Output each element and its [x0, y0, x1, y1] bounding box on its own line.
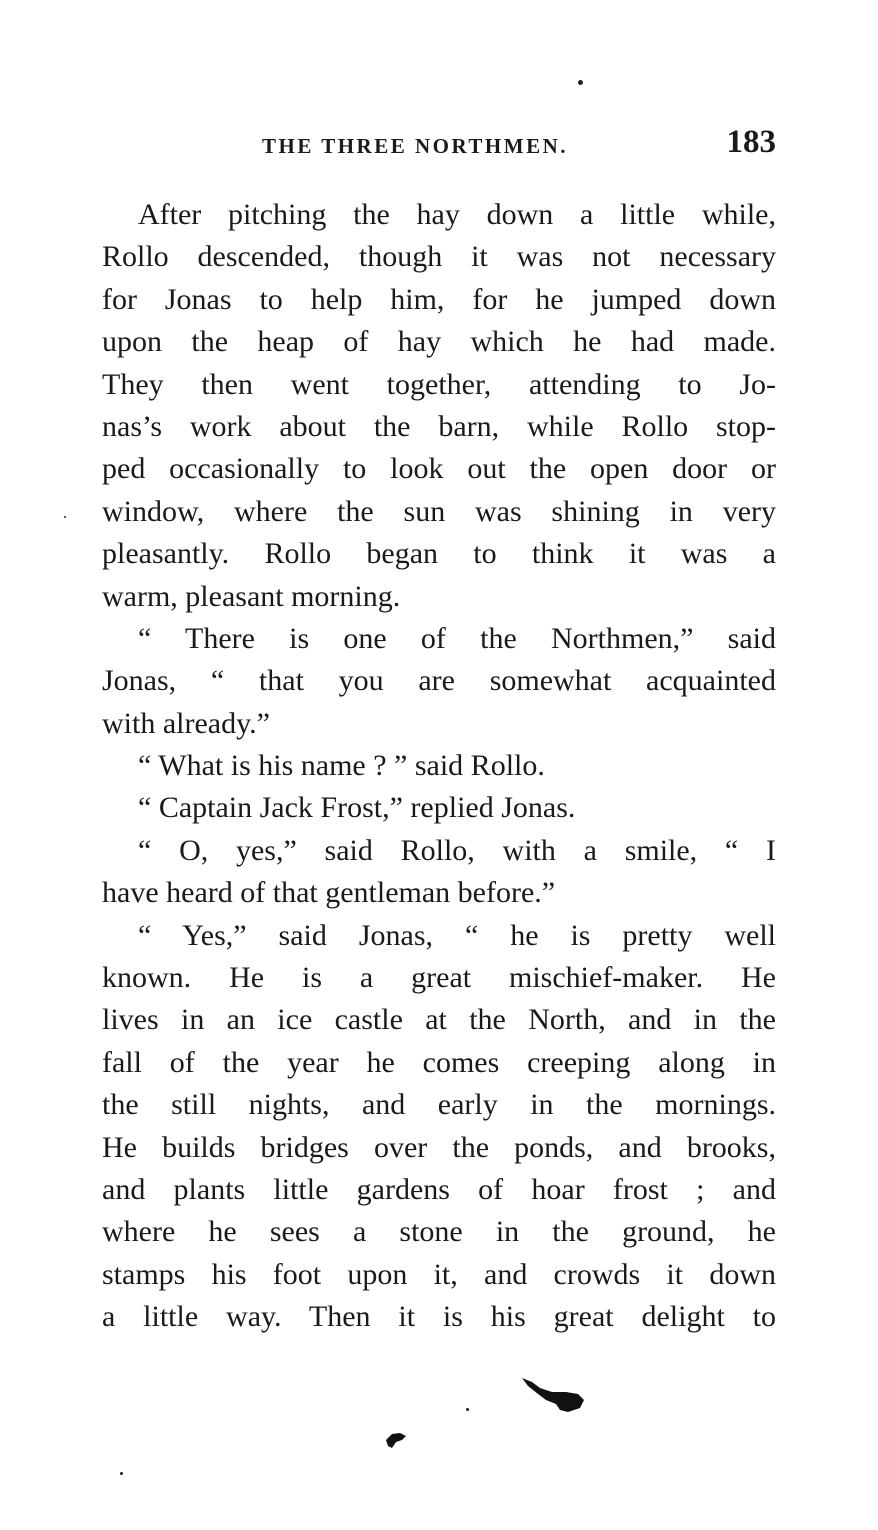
text-line: for Jonas to help him, for he jumped down	[102, 282, 776, 316]
text-line: “ O, yes,” said Rollo, with a smile, “ I	[138, 833, 776, 867]
text-line: Jonas, “ that you are somewhat acquainted	[102, 664, 776, 698]
text-line: “ Captain Jack Frost,” replied Jonas.	[138, 791, 576, 825]
speck-mark	[578, 80, 583, 85]
speck-mark	[120, 1472, 123, 1475]
running-head	[102, 124, 776, 168]
speck-mark	[64, 516, 66, 518]
text-line: ped occasionally to look out the open door or	[102, 452, 776, 486]
text-line: and plants little gardens of hoar frost ; and	[102, 1172, 776, 1206]
text-line: known. He is a great mischief-maker. He	[102, 961, 776, 995]
text-line: upon the heap of hay which he had made.	[102, 325, 776, 359]
text-line: “ There is one of the Northmen,” said	[138, 621, 776, 655]
running-title: THE THREE NORTHMEN.	[262, 134, 569, 158]
text-line: have heard of that gentleman before.”	[102, 876, 556, 910]
text-line: pleasantly. Rollo began to think it was a	[102, 537, 776, 571]
text-line: Rollo descended, though it was not necessary	[102, 240, 776, 274]
text-line: warm, pleasant morning.	[102, 579, 401, 613]
body-text	[102, 194, 776, 1339]
text-line: “ What is his name ? ” said Rollo.	[138, 749, 545, 783]
speck-mark	[466, 1408, 469, 1411]
text-line: window, where the sun was shining in very	[102, 494, 776, 528]
text-line: “ Yes,” said Jonas, “ he is pretty well	[138, 918, 776, 952]
text-line: a little way. Then it is his great delight to	[102, 1300, 776, 1334]
text-line: He builds bridges over the ponds, and brooks,	[102, 1130, 776, 1164]
page-number: 183	[726, 124, 776, 160]
text-line: nas’s work about the barn, while Rollo stop-	[102, 409, 776, 443]
text-line: stamps his foot upon it, and crowds it down	[102, 1257, 776, 1291]
text-line: with already.”	[102, 706, 270, 740]
text-line: After pitching the hay down a little while,	[138, 198, 776, 231]
ink-blot-mark	[518, 1372, 590, 1420]
text-line: fall of the year he comes creeping along in	[102, 1045, 776, 1079]
text-line: lives in an ice castle at the North, and in the	[102, 1003, 776, 1037]
text-line: where he sees a stone in the ground, he	[102, 1215, 776, 1249]
text-line: They then went together, attending to Jo-	[102, 367, 776, 401]
text-line: the still nights, and early in the mornings.	[102, 1088, 776, 1122]
ink-smudge-mark	[384, 1430, 408, 1450]
